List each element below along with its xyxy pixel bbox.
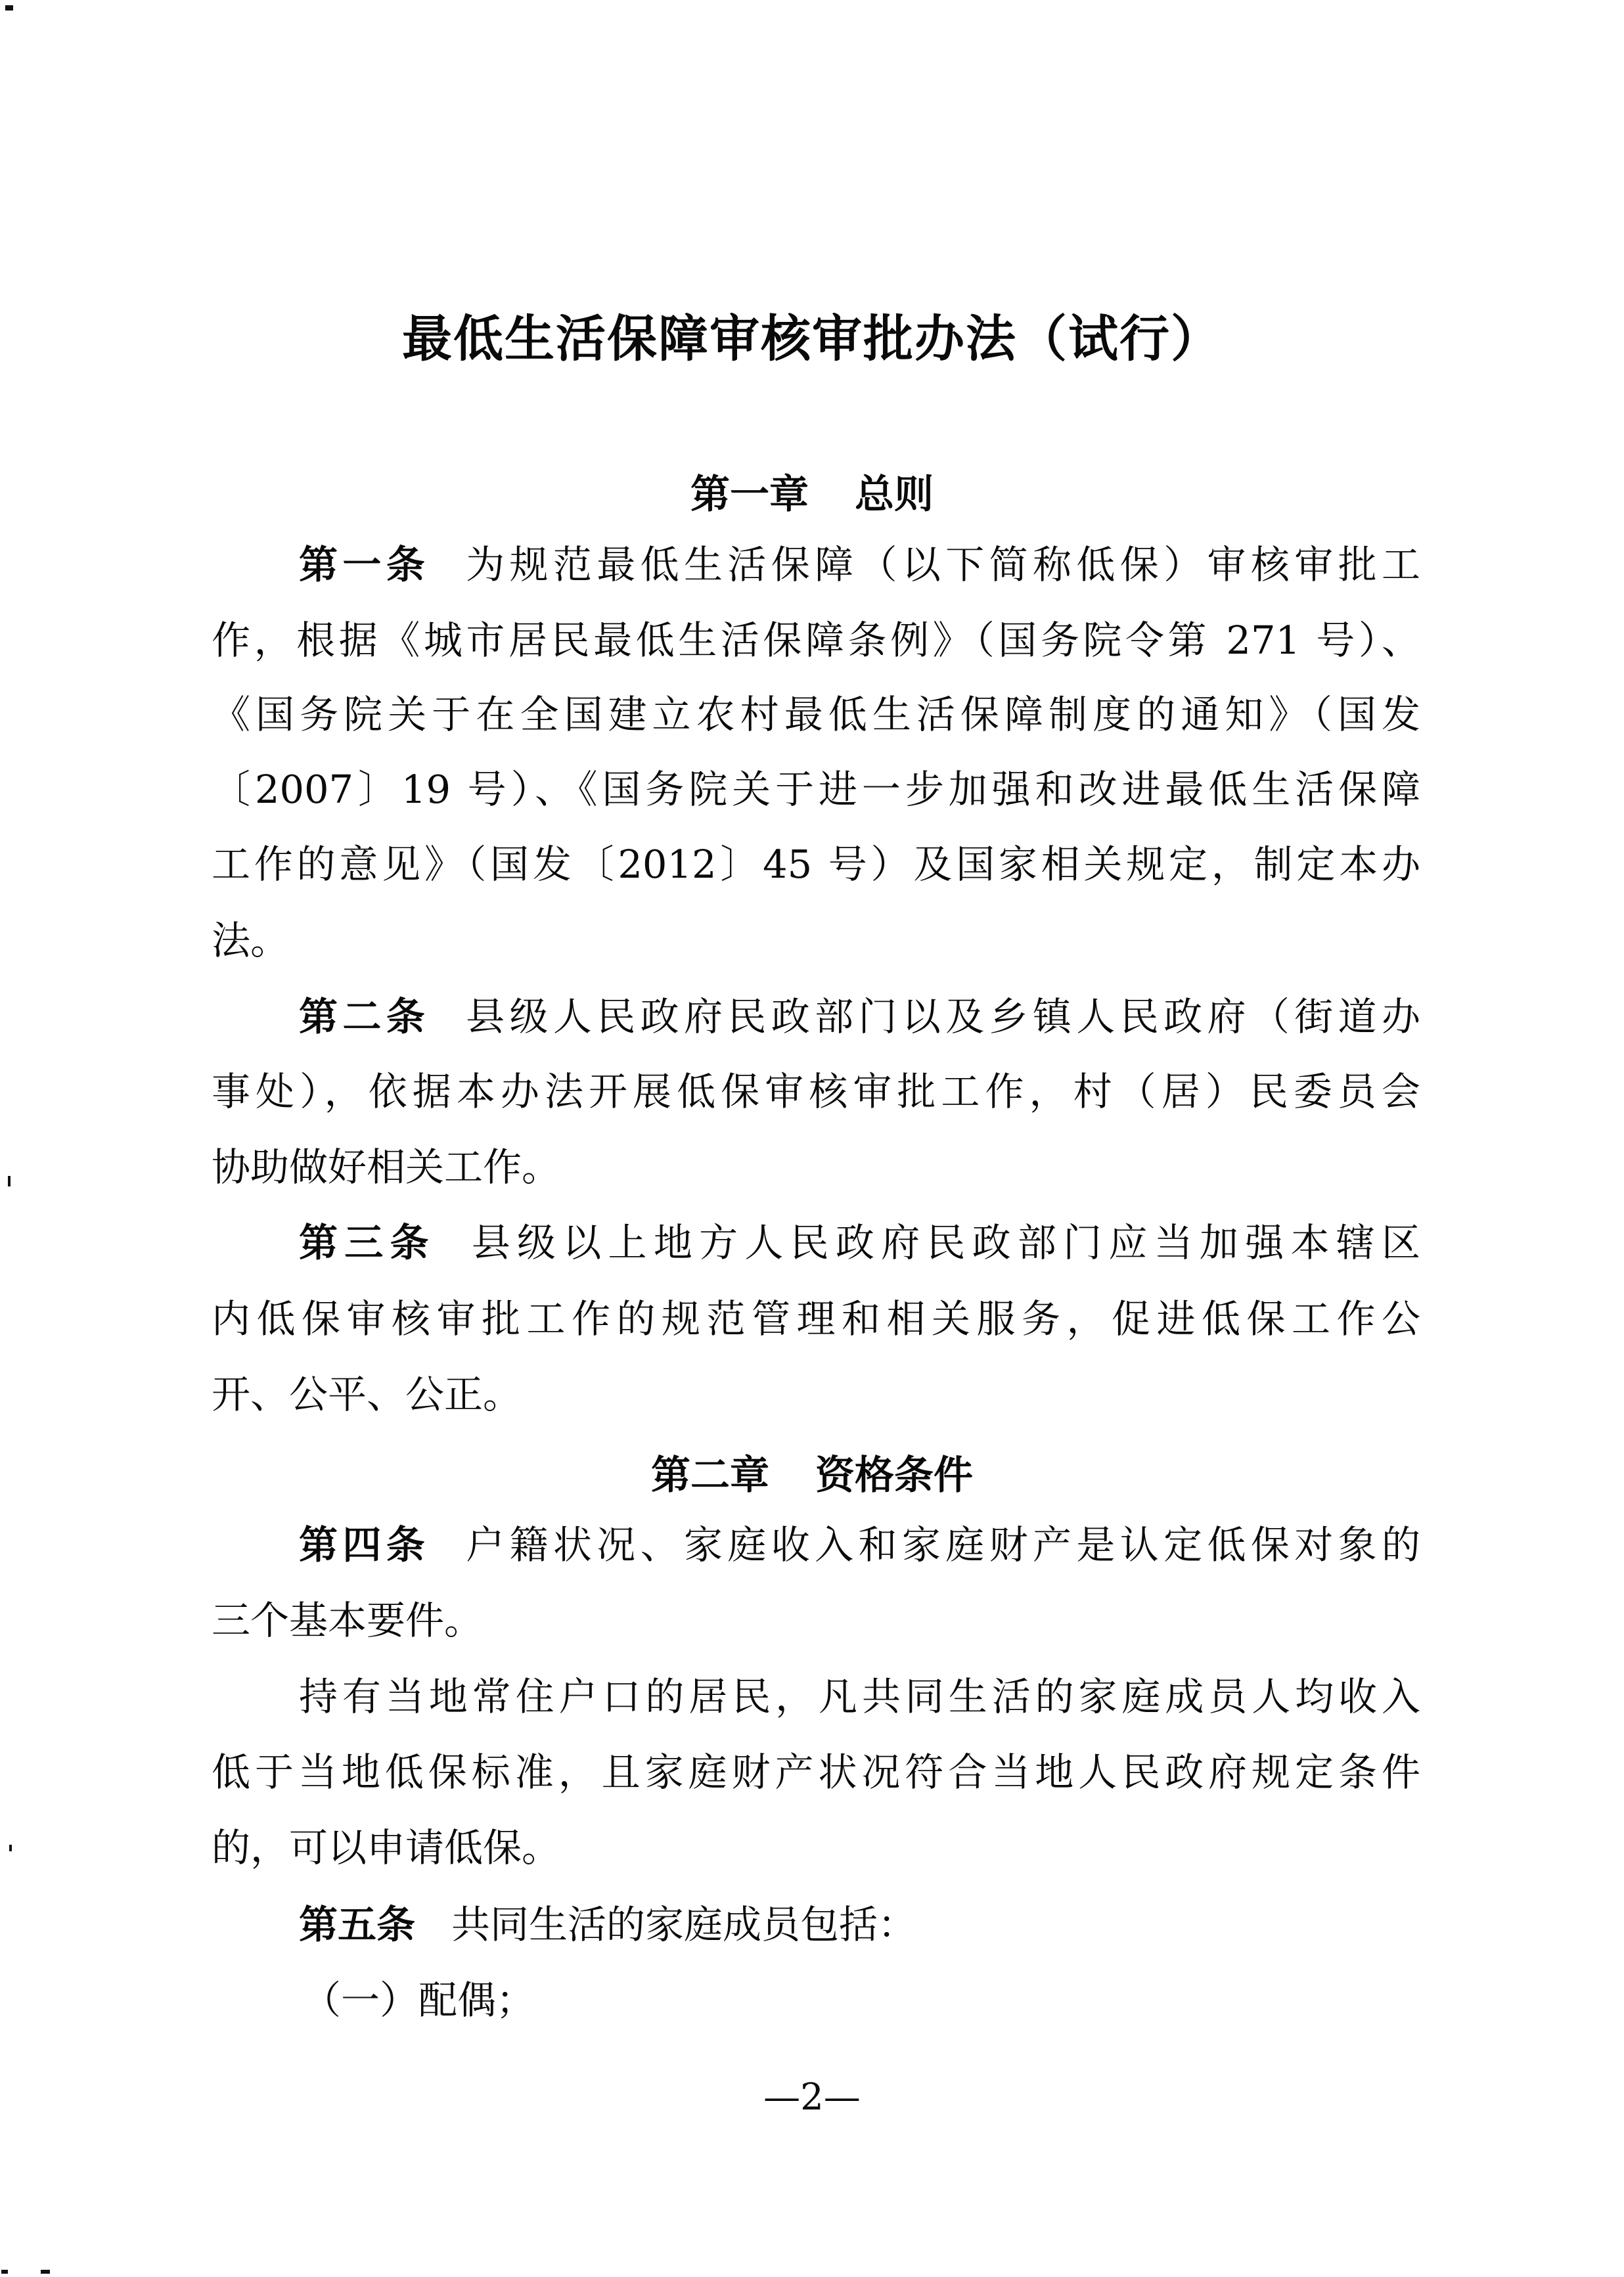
article-1-line-1 (299, 539, 1420, 591)
article-4-para-line-3: 的，可以申请低保。 (212, 1825, 561, 1870)
chapter-heading-2 (0, 1444, 1624, 1500)
article-label: 第一条 (299, 542, 430, 587)
article-5-line-1 (299, 1899, 1420, 1951)
article-label: 第四条 (299, 1522, 430, 1567)
article-text: 县级人民政府民政部门以及乡镇人民政府（街道办 (466, 994, 1420, 1039)
article-3-line-1 (299, 1217, 1420, 1269)
article-1-line-6: 法。 (212, 918, 290, 963)
chapter-label: 第二章 (651, 1453, 769, 1499)
article-text: 共同生活的家庭成员包括： (451, 1902, 917, 1947)
article-3-line-2: 内低保审核审批工作的规范管理和相关服务，促进低保工作公 (212, 1296, 1420, 1341)
article-label: 第五条 (299, 1902, 416, 1947)
scan-speck (5, 5, 13, 11)
scan-speck (9, 1845, 12, 1851)
page-number: —2— (763, 2076, 861, 2119)
article-1-line-5: 工作的意见》（国发〔2012〕45 号）及国家相关规定，制定本办 (212, 842, 1420, 887)
article-label: 第二条 (299, 994, 430, 1039)
document-title: 最低生活保障审核审批办法（试行） (402, 309, 1222, 368)
article-2-line-2: 事处），依据本办法开展低保审核审批工作，村（居）民委员会 (212, 1069, 1420, 1114)
article-text: 为规范最低生活保障（以下简称低保）审核审批工 (466, 542, 1420, 587)
article-4-para-line-1: 持有当地常住户口的居民，凡共同生活的家庭成员人均收入 (299, 1674, 1420, 1719)
article-4-line-1 (299, 1519, 1420, 1571)
article-label: 第三条 (299, 1220, 436, 1265)
article-1-line-2: 作，根据《城市居民最低生活保障条例》（国务院令第 271 号）、 (212, 618, 1420, 663)
article-5-item-1: （一）配偶； (302, 1977, 535, 2023)
article-3-line-3: 开、公平、公正。 (212, 1372, 522, 1417)
chapter-label: 第一章 (690, 472, 809, 518)
article-2-line-1 (299, 991, 1420, 1043)
article-1-line-3: 《国务院关于在全国建立农村最低生活保障制度的通知》（国发 (212, 692, 1420, 737)
chapter-name: 总则 (855, 472, 934, 518)
scan-speck (1, 2270, 8, 2274)
article-4-para-line-2: 低于当地低保标准，且家庭财产状况符合当地人民政府规定条件 (212, 1749, 1420, 1795)
article-text: 户籍状况、家庭收入和家庭财产是认定低保对象的 (466, 1522, 1420, 1567)
scan-speck (41, 2270, 50, 2274)
article-text: 县级以上地方人民政府民政部门应当加强本辖区 (471, 1220, 1420, 1265)
article-1-line-4: 〔2007〕19 号）、《国务院关于进一步加强和改进最低生活保障 (212, 767, 1420, 812)
article-2-line-3: 协助做好相关工作。 (212, 1144, 561, 1190)
article-4-line-2: 三个基本要件。 (212, 1598, 484, 1643)
chapter-heading-1 (0, 463, 1624, 520)
chapter-name: 资格条件 (815, 1453, 973, 1499)
scan-speck (8, 1176, 11, 1186)
